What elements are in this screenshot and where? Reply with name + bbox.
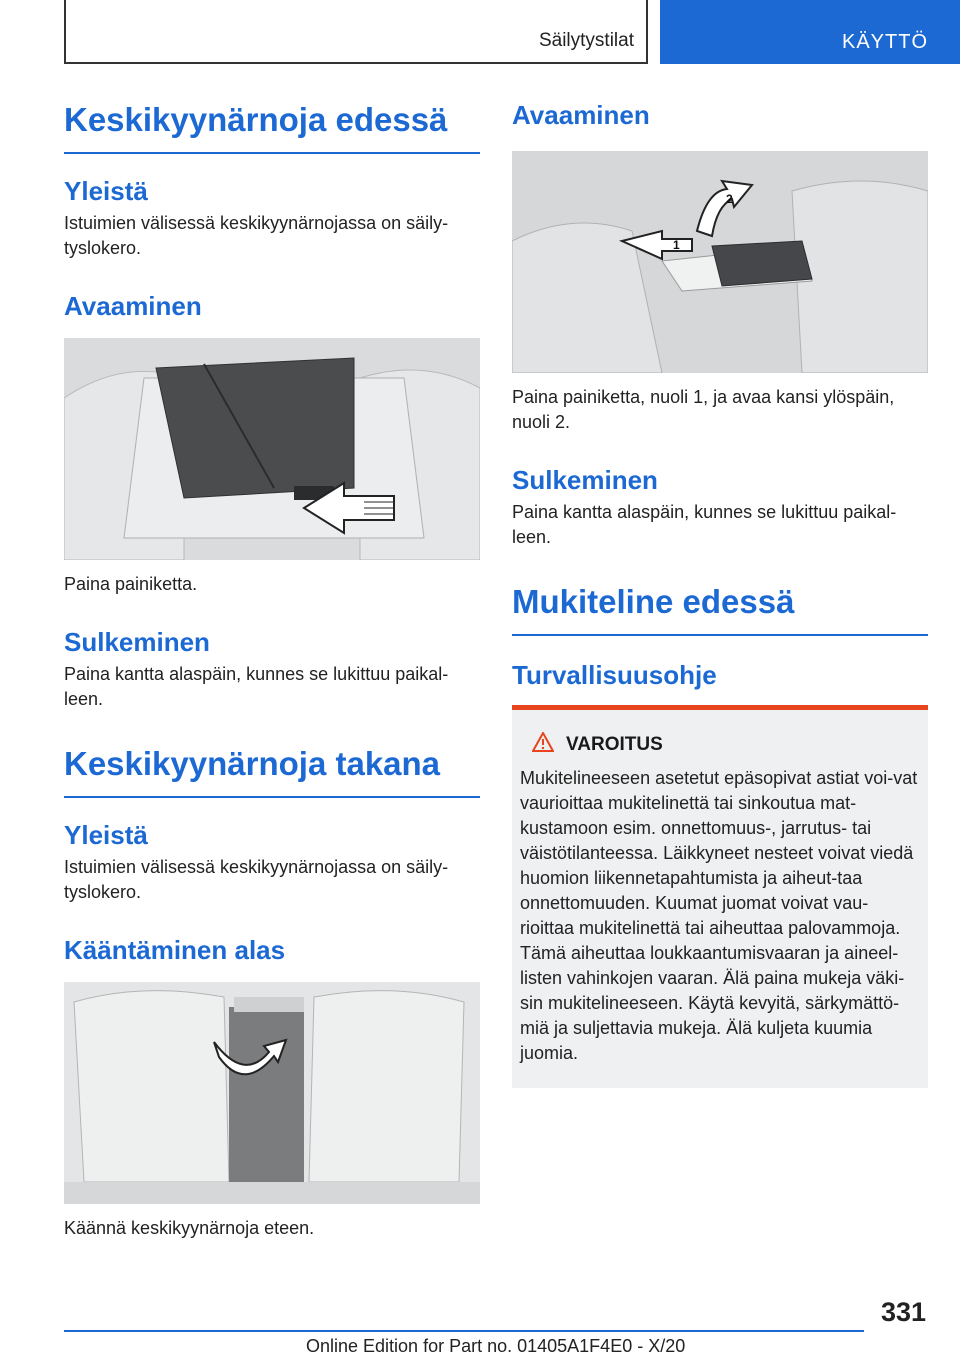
heading-front-armrest: Keskikyynärnoja edessä [64,100,480,154]
section-title: Säilytystilat [538,30,634,51]
open-caption: Paina painiketta. [64,573,198,594]
heading-fold-down: Kääntäminen alas [64,934,286,965]
open-rear-caption: Paina painiketta, nuoli 1, ja avaa kansi ylöspäin, nuoli 2. [512,387,895,433]
footer-divider [64,1330,864,1332]
close-rear-text: Paina kantta alaspäin, kunnes se lukittuu paikal-leen. [512,502,897,548]
chapter-tab[interactable] [660,0,960,64]
arrow-1-label: 1 [673,238,680,253]
arrow-2-label: 2 [726,192,733,207]
heading-opening-rear: Avaaminen [512,100,650,130]
warning-box [512,705,928,1088]
heading-cup-holder: Mukiteline edessä [512,582,928,636]
warning-label: VAROITUS [566,734,663,756]
rear-armrest-open-illustration [512,151,928,373]
fold-caption: Käännä keskikyynärnoja eteen. [64,1218,315,1239]
heading-closing-rear: Sulkeminen [512,465,658,496]
left-column [64,100,480,1241]
chapter-title: KÄYTTÖ [841,31,928,53]
heading-general: Yleistä [64,175,148,206]
general-rear-text: Istuimien välisessä keskikyynärnojassa on säily-tyslokero. [64,856,449,902]
heading-general-rear: Yleistä [64,819,148,850]
warning-triangle-icon [532,732,554,758]
right-column [512,100,928,1088]
general-text: Istuimien välisessä keskikyynärnojassa on säily-tyslokero. [64,212,449,258]
close-text: Paina kantta alaspäin, kunnes se lukittuu paikal-leen. [64,664,449,710]
header-section-box [64,0,648,64]
rear-armrest-illustration [64,982,480,1204]
warning-text: Mukitelineeseen asetetut epäsopivat astiat voi-vat vaurioittaa mukitelinettä tai sinkoutua mat-kustamoon esim. onnettomuus-, jarrutus- tai väistötilanteessa. Läikkyneet nesteet voivat viedä huomion liikennetapahtumista ja aiheut-taa onnettomuuden. Kuumat juomat voivat vau-rioittaa mukitelinettä tai aiheuttaa palovammoja. Tämä aiheuttaa loukkaantumisvaaran ja aineel-listen vahinkojen vaaran. Älä paina mukeja väki-sin mukitelineeseen. Käytä kevyitä, särkymättö-miä ja suljettavia mukeja. Älä kuljeta kuumia juomia. [520,768,918,1064]
heading-rear-armrest: Keskikyynärnoja takana [64,744,480,798]
heading-safety: Turvallisuusohje [512,659,717,690]
front-armrest-illustration [64,338,480,560]
heading-closing: Sulkeminen [64,626,210,657]
heading-opening: Avaaminen [64,290,202,321]
page-number: 331 [880,1297,926,1327]
footer-edition: Online Edition for Part no. 01405A1F4E0 - X/20 [306,1336,686,1356]
